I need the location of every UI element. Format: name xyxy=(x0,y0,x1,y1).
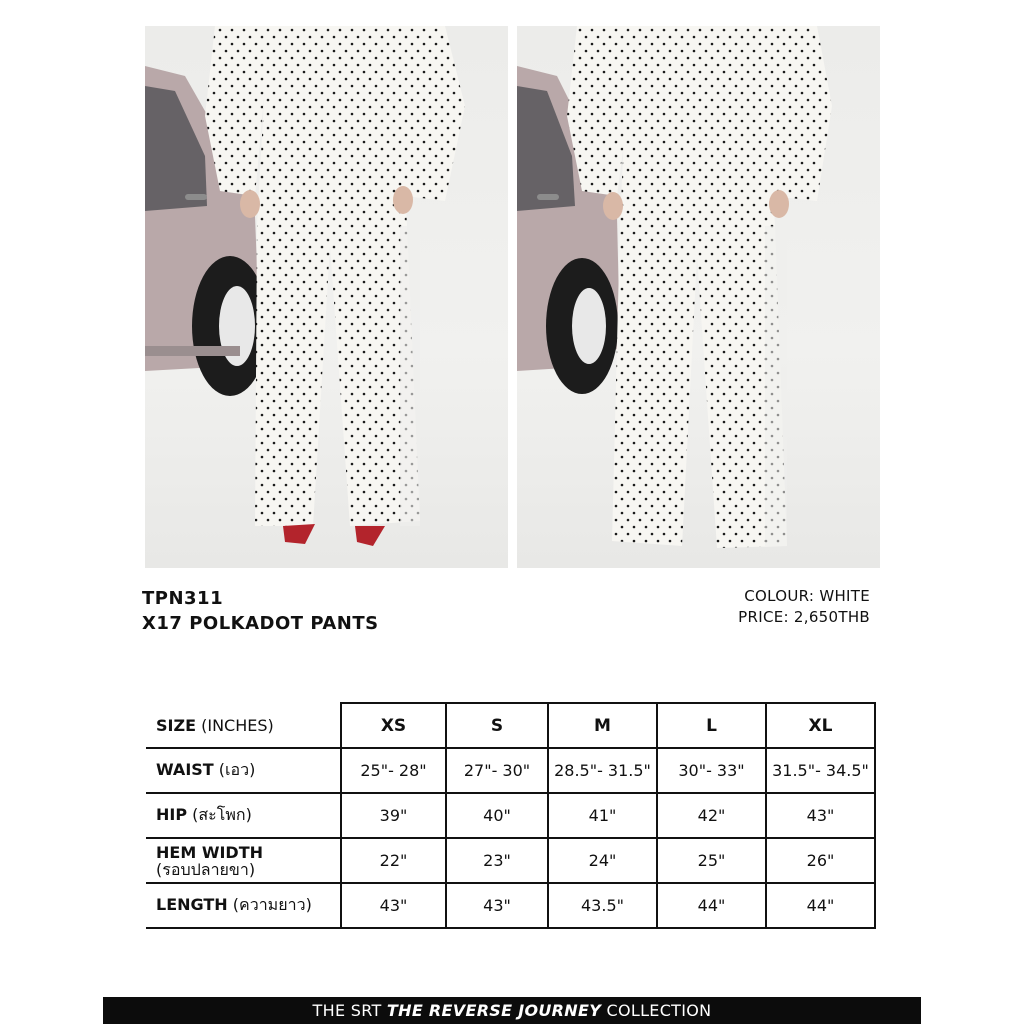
table-cell: 39" xyxy=(341,793,446,838)
table-cell: 43.5" xyxy=(548,883,657,928)
table-cell: 44" xyxy=(657,883,766,928)
table-row xyxy=(146,838,875,883)
product-name: X17 POLKADOT PANTS xyxy=(142,613,379,634)
table-row xyxy=(146,748,875,793)
row-label-waist xyxy=(146,748,341,793)
row-label-hip xyxy=(146,793,341,838)
row-label-bold: WAIST xyxy=(156,760,214,779)
footer-collection-name: THE REVERSE JOURNEY xyxy=(386,1001,602,1020)
table-cell: 23" xyxy=(446,838,548,883)
row-label-hem-width xyxy=(146,838,341,883)
polka-dot-pants-front-photo xyxy=(145,26,508,568)
table-cell: 25"- 28" xyxy=(341,748,446,793)
table-cell: 22" xyxy=(341,838,446,883)
table-cell: 24" xyxy=(548,838,657,883)
polka-dot-pants-back-photo xyxy=(517,26,880,568)
table-cell: 42" xyxy=(657,793,766,838)
size-header-unit: (INCHES) xyxy=(201,715,274,735)
row-label-thai: (เอว) xyxy=(218,760,256,779)
row-label-bold: HIP xyxy=(156,805,188,824)
product-photo-front xyxy=(145,26,508,568)
product-price: PRICE: 2,650THB xyxy=(738,608,870,626)
size-m: M xyxy=(548,703,657,748)
table-cell: 43" xyxy=(446,883,548,928)
row-label-thai: (สะโพก) xyxy=(192,805,252,824)
table-cell: 40" xyxy=(446,793,548,838)
table-cell: 30"- 33" xyxy=(657,748,766,793)
product-code: TPN311 xyxy=(142,588,224,609)
table-cell: 43" xyxy=(341,883,446,928)
size-xs: XS xyxy=(341,703,446,748)
product-photo-back xyxy=(517,26,880,568)
row-label-thai: (ความยาว) xyxy=(232,895,312,914)
size-header-label xyxy=(146,703,341,748)
collection-footer-banner xyxy=(103,997,921,1024)
table-cell: 41" xyxy=(548,793,657,838)
row-label-thai: (รอบปลายขา) xyxy=(156,859,256,879)
size-s: S xyxy=(446,703,548,748)
table-cell: 27"- 30" xyxy=(446,748,548,793)
table-cell: 31.5"- 34.5" xyxy=(766,748,875,793)
table-row xyxy=(146,793,875,838)
footer-suffix: COLLECTION xyxy=(601,1001,712,1020)
size-chart-table xyxy=(146,702,876,929)
size-xl: XL xyxy=(766,703,875,748)
footer-prefix: THE SRT xyxy=(312,1001,387,1020)
size-header-bold: SIZE xyxy=(156,715,197,735)
row-label-bold: LENGTH xyxy=(156,895,228,914)
table-cell: 28.5"- 31.5" xyxy=(548,748,657,793)
table-cell: 25" xyxy=(657,838,766,883)
row-label-bold: HEM WIDTH xyxy=(156,842,263,862)
table-row xyxy=(146,883,875,928)
table-cell: 43" xyxy=(766,793,875,838)
table-cell: 26" xyxy=(766,838,875,883)
size-chart-header-row xyxy=(146,703,875,748)
table-cell: 44" xyxy=(766,883,875,928)
product-colour: COLOUR: WHITE xyxy=(744,587,870,605)
row-label-length xyxy=(146,883,341,928)
size-l: L xyxy=(657,703,766,748)
